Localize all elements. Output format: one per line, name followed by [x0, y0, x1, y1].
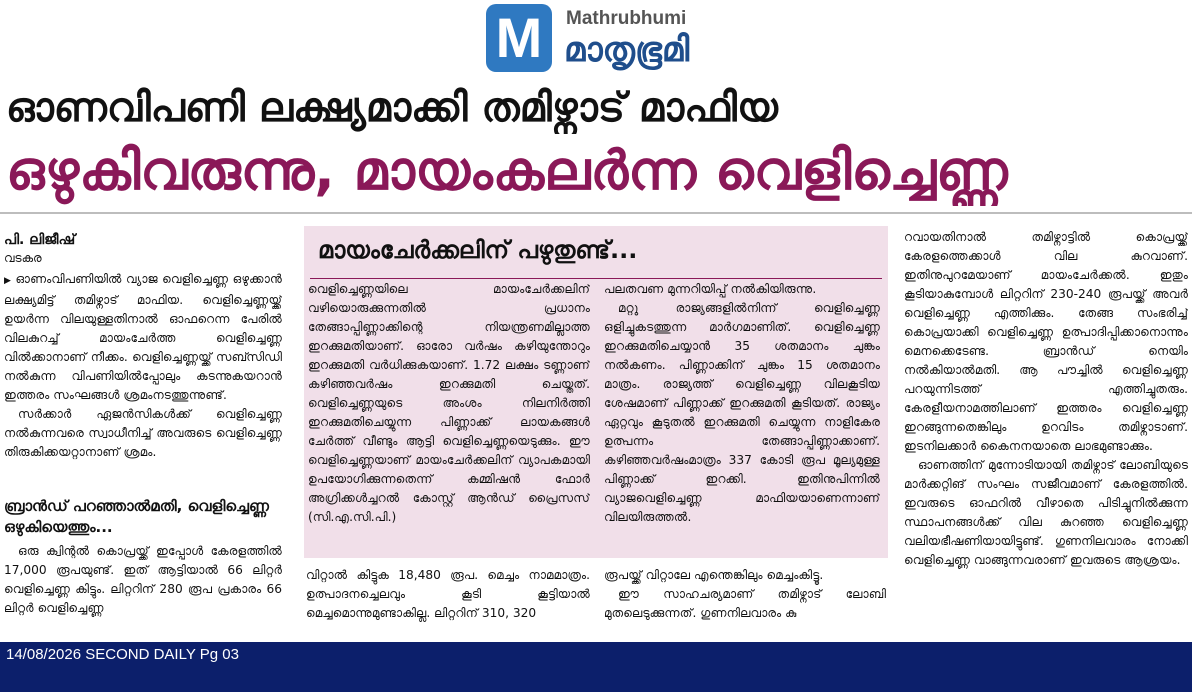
column-4-text-1: റവായതിനാൽ തമിഴ്നാട്ടിൽ കൊപ്രയ്ക്ക് കേരളത്തെക്കാൾ വില കുറവാണ്. ഇതിനുപുറമേയാണ് മായംചേർക്കൽ. ഇതും കൂടിയാകുമ്പോൾ ലിറ്ററിന് 230-240 രൂപയ്ക്ക് അവർ വെളിച്ചെണ്ണ എത്തിക്കും. തേങ്ങ സംഭരിച്ച് കൊപ്രയാക്കി വെളിച്ചെണ്ണ ഉത്പാദിപ്പിക്കാനൊന്നും മെനക്കെടേണ്ട. ബ്രാൻഡ് നെയിം നൽകിയാൽമതി. ആ പൗച്ചിൽ വെളിച്ചെണ്ണ പറയുന്നിടത്ത് എത്തിച്ചുതരും. കേരളീയനാമത്തിലാണ് ഇത്തരം വെളിച്ചെണ്ണ ഇറങ്ങുന്നതെങ്കിലും ഉറവിടം തമിഴ്നാടാണ്. ഇടനിലക്കാർ കൈനനയാതെ ലാഭമുണ്ടാക്കും.: [904, 230, 1188, 453]
box-column-a-text: വെളിച്ചെണ്ണയിലെ മായംചേർക്കലിന് വഴിയൊരുക്കുന്നതിൽ പ്രധാനം തേങ്ങാപ്പിണ്ണാക്കിന്റെ നിയന്ത്രണമില്ലാത്ത ഇറക്കുമതിയാണ്. ഓരോ വർഷം കഴിയുന്തോറും ഇറക്കുമതി വർധിക്കുകയാണ്. 1.72 ലക്ഷം ടണ്ണാണ് കഴിഞ്ഞവർഷം ഇറക്കുമതി ചെയ്തത്. വെളിച്ചെണ്ണയുടെ അംശം നിലനിർത്തി ഇറക്കുമതിചെയ്യുന്ന പിണ്ണാക്ക് ലായകങ്ങൾ ചേർത്ത് വീണ്ടും ആട്ടി വെളിച്ചെണ്ണയെടുക്കും. ഈ വെളിച്ചെണ്ണയാണ് മായംചേർക്കലിന് വ്യാപകമായി ഉപയോഗിക്കുന്നതെന്ന് കമ്മിഷൻ ഫോർ അഗ്രിക്കൾച്ചറൽ കോസ്റ്റ് ആൻഡ് പ്രൈസസ് (സി.എ.സി.പി.): [308, 282, 590, 524]
logo-name-malayalam: മാതൃഭൂമി: [564, 30, 690, 70]
intro-text: ഓണംവിപണിയിൽ വ്യാജ വെളിച്ചെണ്ണ ഒഴുക്കാൻ ലക്ഷ്യമിട്ട് തമിഴ്നാട് മാഫിയ. വെളിച്ചെണ്ണയ്ക്ക് ഉയർന്ന വിലയുള്ളതിനാൽ ഓഫറെന്ന പേരിൽ വിലകുറച്ച് മായംചേർത്ത വെളിച്ചെണ്ണ വിൽക്കാനാണ് നീക്കം. വെളിച്ചെണ്ണയ്ക്ക് സബ്സിഡി നൽകുന്ന വിപണിയിൽപ്പോലും കടന്നുകയറാൻ ഇത്തരം സംഘങ്ങൾ ശ്രമംനടത്തുന്നുണ്ട്.: [4, 272, 282, 402]
column-3-bottom-text-1: രൂപയ്ക്ക് വിറ്റാലേ എന്തെങ്കിലും മെച്ചംകിട്ടൂ.: [604, 568, 824, 582]
article-subhead: ബ്രാൻഡ് പറഞ്ഞാൽമതി, വെളിച്ചെണ്ണ ഒഴുകിയെത്തും...: [4, 497, 269, 536]
logo-name-english: Mathrubhumi: [566, 8, 687, 29]
masthead-logo: [486, 4, 776, 76]
column-4-text-2: ഓണത്തിന് മുന്നോടിയായി തമിഴ്നാട് ലോബിയുടെ മാർക്കറ്റിങ് സംഘം സജീവമാണ് കേരളത്തിൽ. ഇവരുടെ ഓഫറിൽ വീഴാതെ പിടിച്ചുനിൽക്കുന്ന സ്ഥാപനങ്ങൾക്ക് വില കുറഞ്ഞ വെളിച്ചെണ്ണ വലിയഭീഷണിയായിട്ടുണ്ട്. ഗുണനിലവാരം നോക്കി വെളിച്ചെണ്ണ വാങ്ങുന്നവരാണ് ഇവരുടെ ആശ്രയം.: [904, 458, 1188, 567]
headline-kicker: ഓണവിപണി ലക്ഷ്യമാക്കി തമിഴ്നാട് മാഫിയ: [6, 85, 778, 131]
column-2-bottom-text: വിറ്റാൽ കിട്ടുക 18,480 രൂപ. മെച്ചം നാമമാത്രം. ഉത്പാദനച്ചെലവും കൂടി കൂട്ടിയാൽ മെച്ചമൊന്നുമുണ്ടാകില്ല. ലിറ്ററിന് 310, 320: [306, 568, 590, 620]
page-footer-text: 14/08/2026 SECOND DAILY Pg 03: [6, 646, 239, 663]
column-1-bottom-text: ഒരു ക്വിന്റൽ കൊപ്രയ്ക്ക് ഇപ്പോൾ കേരളത്തിൽ 17,000 രൂപയുണ്ട്. ഇത് ആട്ടിയാൽ 66 ലിറ്റർ വെളിച്ചെണ്ണ കിട്ടും. ലിറ്ററിന് 280 രൂപ പ്രകാരം 66 ലിറ്റർ വെളിച്ചെണ്ണ: [4, 544, 282, 615]
column-3-bottom-text-2: ഈ സാഹചര്യമാണ് തമിഴ്നാട് ലോബി മുതലെടുക്കുന്നത്. ഗുണനിലവാരം കു: [604, 587, 886, 620]
column-4: [904, 228, 1188, 638]
box-column-b: [604, 280, 880, 552]
box-column-b-text-2: മറ്റു രാജ്യങ്ങളിൽനിന്ന് വെളിച്ചെണ്ണ ഒളിച്ചുകടത്തുന്ന മാർഗമാണിത്. വെളിച്ചെണ്ണ ഇറക്കുമതിചെയ്യാൻ 35 ശതമാനം ചുങ്കം നൽകണം. പിണ്ണാക്കിന് ചുങ്കം 15 ശതമാനം മാത്രം. രാജ്യത്ത് വെളിച്ചെണ്ണ വിലകൂടിയ ശേഷമാണ് പിണ്ണാക്ക് ഇറക്കുമതി കൂടിയത്. രാജ്യം ഏറ്റവും കൂടുതൽ ഇറക്കുമതി ചെയ്യുന്ന നാളികേര ഉത്പന്നം തേങ്ങാപ്പിണ്ണാക്കാണ്. കഴിഞ്ഞവർഷംമാത്രം 337 കോടി രൂപ മൂല്യമുള്ള പിണ്ണാക്ക് ഇറക്കി. ഇതിനുപിന്നിൽ വ്യാജവെളിച്ചെണ്ണ മാഫിയയാണെന്നാണ് വിലയിരുത്തൽ.: [604, 301, 880, 524]
column-2-bottom: [306, 566, 590, 638]
article-intro: [4, 270, 282, 492]
box-title-divider: [310, 278, 882, 279]
box-column-b-text-1: പലതവണ മുന്നറിയിപ്പ് നൽകിയിരുന്നു.: [604, 282, 817, 296]
byline-author: പി. ലിജീഷ്: [4, 232, 76, 248]
logo-mark: M: [486, 4, 552, 72]
headline-divider: [0, 212, 1192, 214]
box-column-a: [308, 280, 590, 552]
headline-main: ഒഴുകിവരുന്നു, മായംകലർന്ന വെളിച്ചെണ്ണ: [6, 139, 1008, 202]
column-1-bottom: [4, 542, 282, 638]
intro-text-2: സർക്കാർ ഏജൻസികൾക്ക് വെളിച്ചെണ്ണ നൽകുന്നവരെ സ്വാധീനിച്ച് അവരുടെ വെളിച്ചെണ്ണ തിരുകിക്കയറ്റാനാണ് ശ്രമം.: [4, 407, 282, 459]
column-3-bottom: [604, 566, 886, 638]
bullet-triangle-icon: ▶: [4, 276, 12, 286]
byline-place: വടകര: [4, 251, 42, 265]
box-title: മായംചേർക്കലിന് പഴുതുണ്ട്...: [318, 236, 638, 264]
